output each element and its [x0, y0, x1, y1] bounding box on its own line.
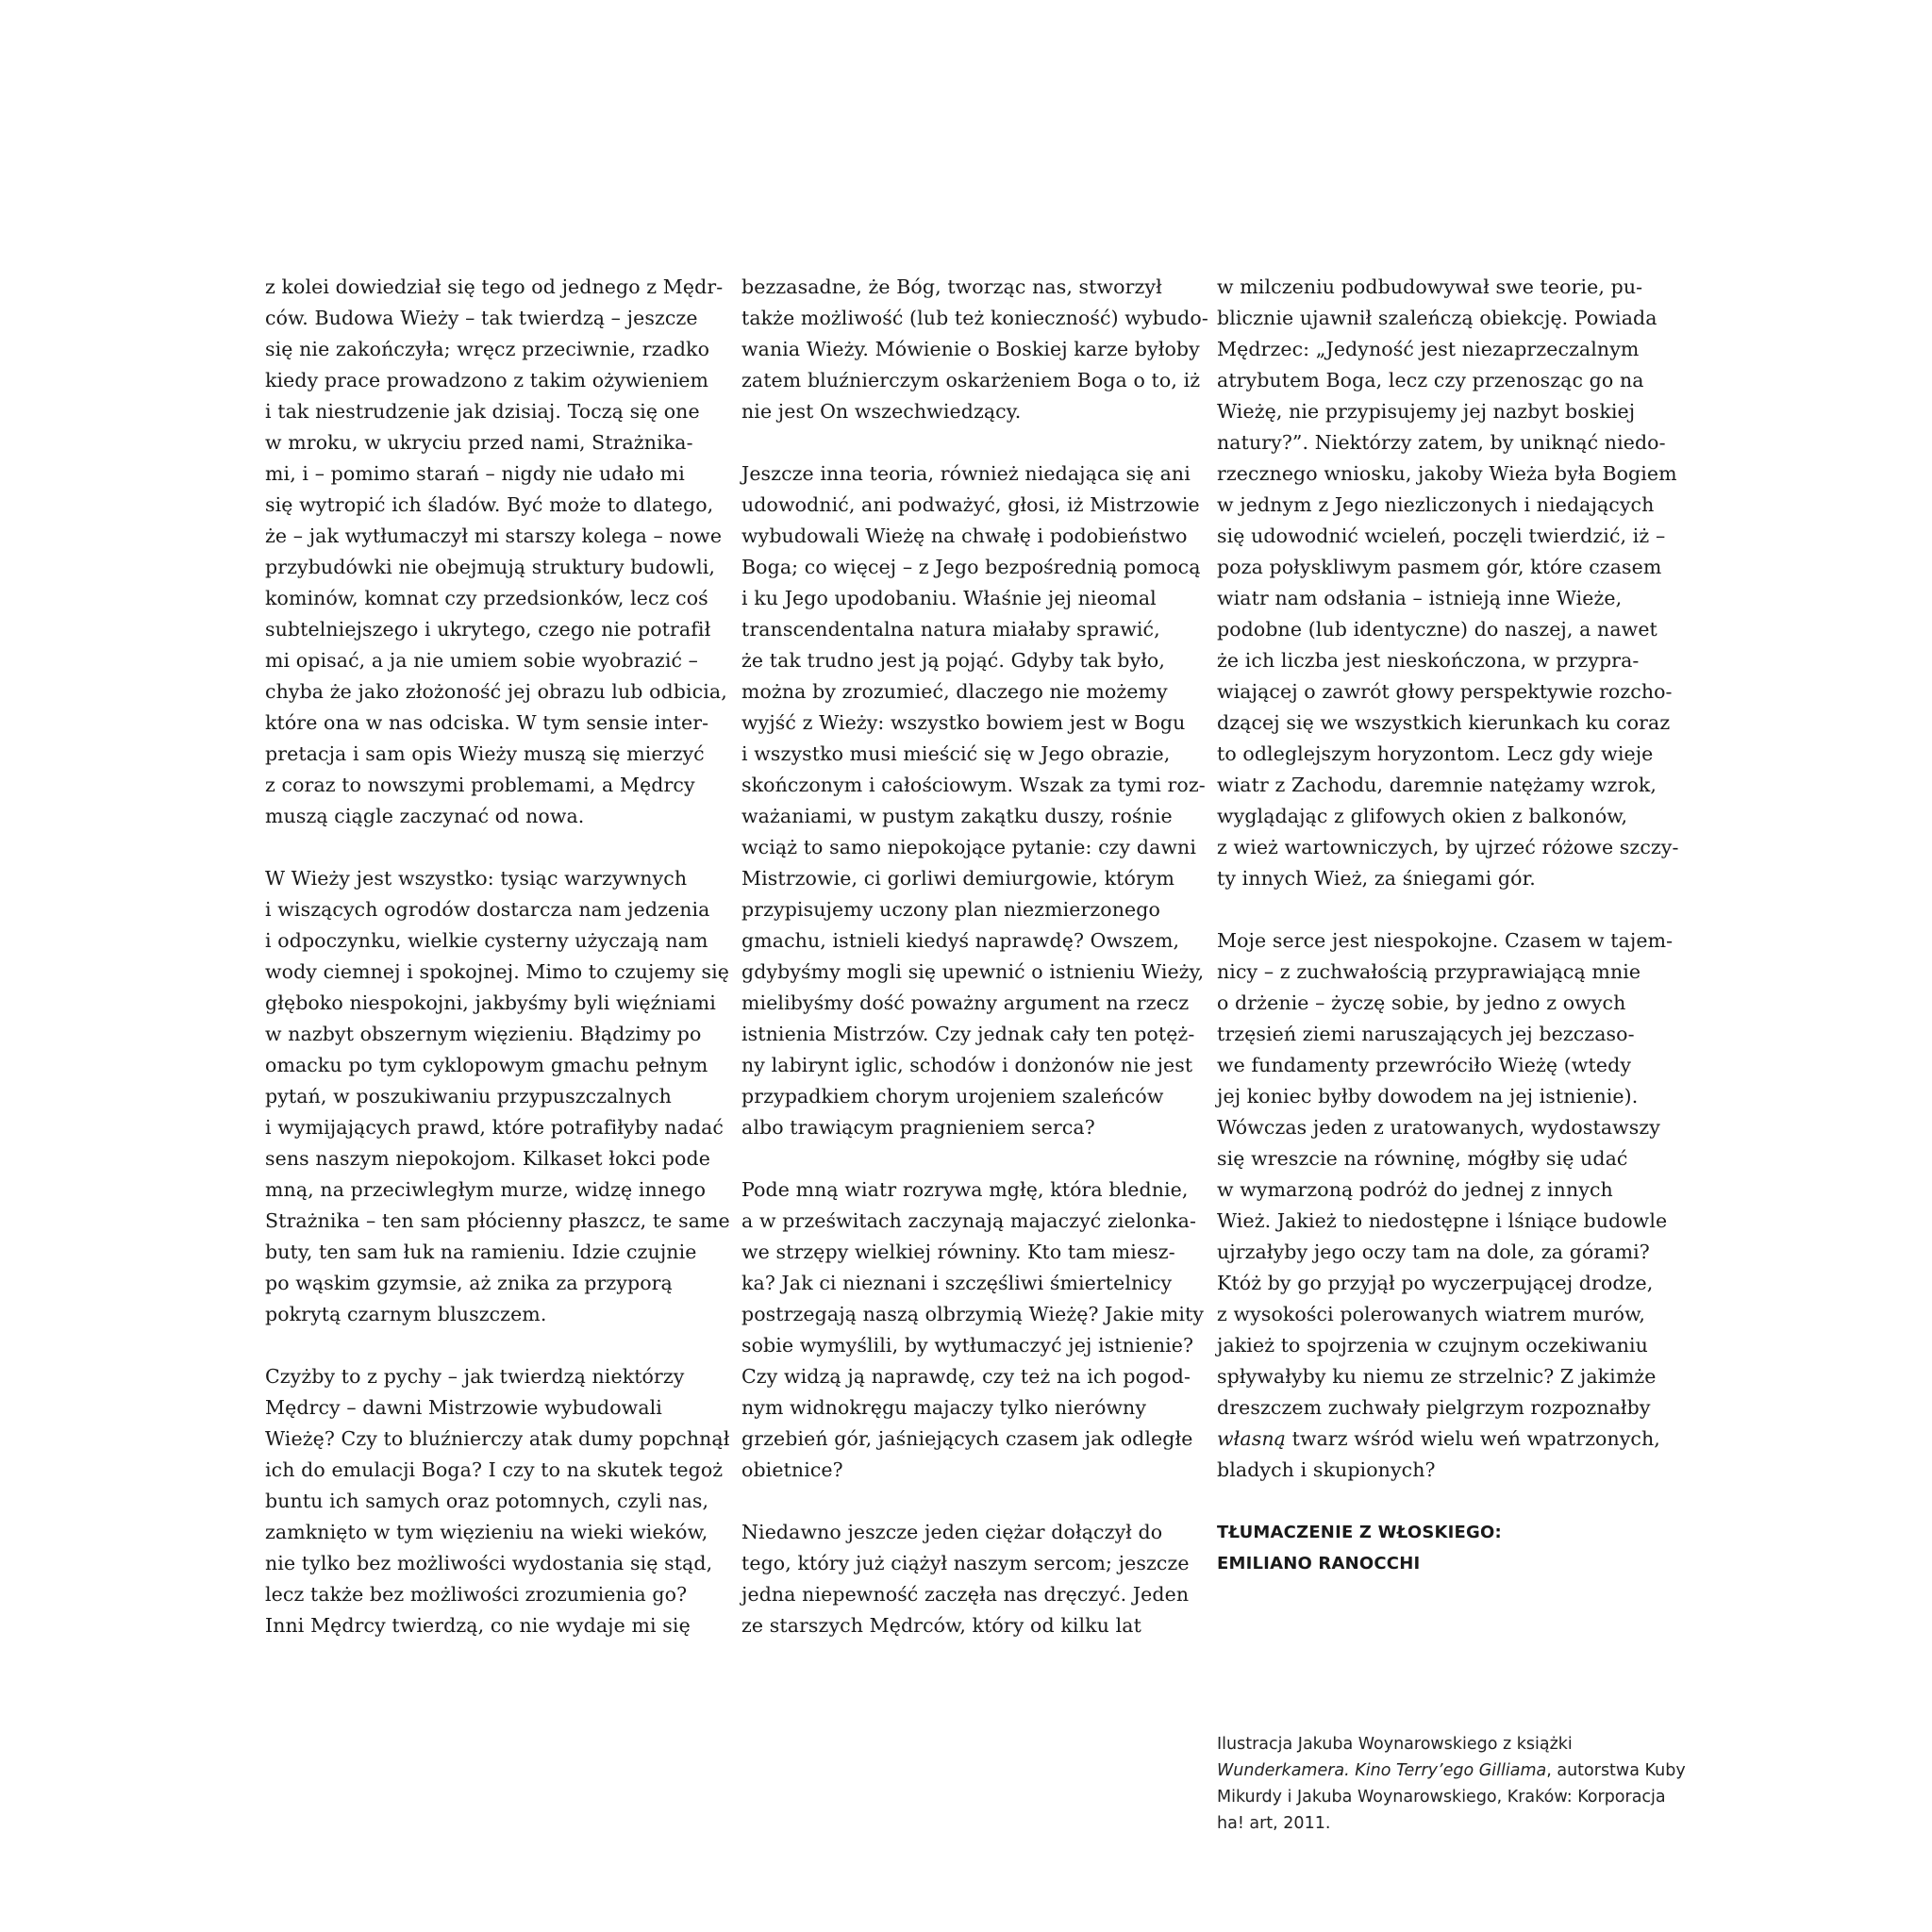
text-line: udowodnić, ani podważyć, głosi, iż Mistrzowie [741, 493, 1200, 516]
text-line: gmachu, istnieli kiedyś naprawdę? Owszem, [741, 929, 1180, 952]
text-line: i odpoczynku, wielkie cysterny użyczają nam [265, 929, 708, 952]
text-line: że tak trudno jest ją pojąć. Gdyby tak było, [741, 649, 1165, 672]
text-line: i ku Jego upodobaniu. Właśnie jej nieomal [741, 587, 1157, 609]
text-line: się udowodnić wcieleń, poczęli twierdzić, iż – [1217, 525, 1666, 547]
text-line: się wytropić ich śladów. Być może to dlatego, [265, 493, 714, 516]
paragraph-gap [1217, 894, 1666, 925]
text-line-italic-mixed [1217, 1424, 1666, 1455]
text-line: pokrytą czarnym bluszczem. [265, 1303, 547, 1325]
text-line: że ich liczba jest nieskończona, w przypra- [1217, 649, 1640, 672]
text-line: obietnice? [741, 1458, 843, 1481]
paragraph-gap [265, 1330, 714, 1361]
caption-line [1217, 1757, 1689, 1784]
text-line: albo trawiącym pragnieniem serca? [741, 1116, 1095, 1139]
text-line: wiatr nam odsłania – istnieją inne Wieże, [1217, 587, 1623, 609]
text-line: Czyżby to z pychy – jak twierdzą niektórzy [265, 1365, 685, 1388]
caption-fragment: , autorstwa Kuby [1546, 1761, 1686, 1780]
text-line: i wszystko musi mieścić się w Jego obrazie, [741, 742, 1171, 765]
text-line: Któż by go przyjął po wyczerpującej drodze, [1217, 1272, 1654, 1294]
text-line: które ona w nas odciska. W tym sensie inter- [265, 711, 709, 734]
text-line: w milczeniu podbudowywał swe teorie, pu- [1217, 275, 1643, 298]
text-line: ny labirynt iglic, schodów i donżonów nie jest [741, 1054, 1193, 1076]
text-line: wody ciemnej i spokojnej. Mimo to czujemy się [265, 960, 729, 983]
text-line: ze starszych Mędrców, który od kilku lat [741, 1614, 1141, 1637]
text-line: muszą ciągle zaczynać od nowa. [265, 805, 585, 827]
text-line: grzebień gór, jaśniejących czasem jak odległe [741, 1427, 1193, 1450]
caption-line: Mikurdy i Jakuba Woynarowskiego, Kraków: Korporacja [1217, 1788, 1666, 1807]
text-line: bladych i skupionych? [1217, 1458, 1436, 1481]
text-line: się wreszcie na równinę, mógłby się udać [1217, 1147, 1628, 1170]
text-line: jakież to spojrzenia w czujnym oczekiwaniu [1217, 1334, 1648, 1357]
text-line: W Wieży jest wszystko: tysiąc warzywnych [265, 867, 688, 890]
text-line: pytań, w poszukiwaniu przypuszczalnych [265, 1085, 672, 1108]
text-line: nym widnokręgu majaczy tylko nierówny [741, 1396, 1147, 1419]
text-line: Boga; co więcej – z Jego bezpośrednią pomocą [741, 556, 1201, 578]
translator-credit-name: EMILIANO RANOCCHI [1217, 1554, 1421, 1574]
paragraph-gap [265, 832, 714, 863]
text-line: Strażnika – ten sam płócienny płaszcz, te same [265, 1209, 730, 1232]
text-line: to odleglejszym horyzontom. Lecz gdy wieje [1217, 742, 1654, 765]
text-line: i tak niestrudzenie jak dzisiaj. Toczą się one [265, 400, 700, 423]
text-line: sobie wymyślili, by wytłumaczyć jej istnienie? [741, 1334, 1194, 1357]
text-line: ców. Budowa Wieży – tak twierdzą – jeszcze [265, 307, 698, 329]
text-line: kiedy prace prowadzono z takim ożywieniem [265, 369, 709, 391]
paragraph-gap [741, 1143, 1191, 1174]
text-line: ważaniami, w pustym zakątku duszy, rośnie [741, 805, 1173, 827]
text-line: z coraz to nowszymi problemami, a Mędrcy [265, 774, 695, 796]
paragraph-gap [741, 427, 1191, 458]
text-line: z wież wartowniczych, by ujrzeć różowe szczy- [1217, 836, 1679, 858]
text-line: gdybyśmy mogli się upewnić o istnieniu Wieży, [741, 960, 1205, 983]
text-line: i wymijających prawd, które potrafiłyby nadać [265, 1116, 724, 1139]
text-line: zamknięto w tym więzieniu na wieki wieków, [265, 1521, 708, 1543]
text-line: poza połyskliwym pasmem gór, które czasem [1217, 556, 1662, 578]
text-line: rzecznego wniosku, jakoby Wieża była Bogiem [1217, 462, 1677, 485]
text-line: Inni Mędrcy twierdzą, co nie wydaje mi się [265, 1614, 691, 1637]
caption-line: Ilustracja Jakuba Woynarowskiego z książki [1217, 1735, 1573, 1754]
text-column-right [1217, 272, 1679, 1579]
text-line: omacku po tym cyklopowym gmachu pełnym [265, 1054, 708, 1076]
text-line: Wówczas jeden z uratowanych, wydostawszy [1217, 1116, 1660, 1139]
text-line: natury?”. Niektórzy zatem, by uniknąć niedo- [1217, 431, 1666, 454]
text-line: Moje serce jest niespokojne. Czasem w tajem- [1217, 929, 1674, 952]
text-line: w jednym z Jego niezliczonych i niedających [1217, 493, 1655, 516]
text-line: nie jest On wszechwiedzący. [741, 400, 1022, 423]
text-line: Jeszcze inna teoria, również niedająca się ani [741, 462, 1191, 485]
text-line: mi, i – pomimo starań – nigdy nie udało mi [265, 462, 685, 485]
text-line: można by zrozumieć, dlaczego nie możemy [741, 680, 1168, 703]
text-line: chyba że jako złożoność jej obrazu lub odbicia, [265, 680, 727, 703]
text-line: Mistrzowie, ci gorliwi demiurgowie, którym [741, 867, 1175, 890]
illustration-caption [1217, 1731, 1689, 1837]
text-line: dreszczem zuchwały pielgrzym rozpoznałby [1217, 1396, 1651, 1419]
text-line: Mędrzec: „Jedyność jest niezaprzeczalnym [1217, 338, 1640, 360]
text-line: przypadkiem chorym urojeniem szaleńców [741, 1085, 1164, 1108]
text-column-right-body [1217, 272, 1679, 1424]
text-line: i wiszących ogrodów dostarcza nam jedzenia [265, 898, 710, 921]
text-line: w nazbyt obszernym więzieniu. Błądzimy po [265, 1023, 702, 1045]
text-line: wiatr z Zachodu, daremnie natężamy wzrok, [1217, 774, 1657, 796]
caption-line: ha! art, 2011. [1217, 1814, 1331, 1833]
text-line: blicznie ujawnił szaleńczą obiekcję. Powiada [1217, 307, 1657, 329]
text-line: dzącej się we wszystkich kierunkach ku coraz [1217, 711, 1671, 734]
text-line: wybudowali Wieżę na chwałę i podobieństwo [741, 525, 1188, 547]
text-line: a w prześwitach zaczynają majaczyć zielonka- [741, 1209, 1197, 1232]
text-line: głęboko niespokojni, jakbyśmy byli więźniami [265, 991, 716, 1014]
text-line: mielibyśmy dość poważny argument na rzecz [741, 991, 1190, 1014]
text-line: przypisujemy uczony plan niezmierzonego [741, 898, 1160, 921]
text-line: we strzępy wielkiej równiny. Kto tam miesz- [741, 1241, 1175, 1263]
text-line: z kolei dowiedział się tego od jednego z Mędr- [265, 275, 724, 298]
text-line: mną, na przeciwległym murze, widzę innego [265, 1178, 707, 1201]
text-line: skończonym i całościowym. Wszak za tymi roz- [741, 774, 1206, 796]
text-line: tego, który już ciążył naszym sercom; jeszcze [741, 1552, 1190, 1574]
text-line: buty, ten sam łuk na ramieniu. Idzie czujnie [265, 1241, 697, 1263]
text-line: z wysokości polerowanych wiatrem murów, [1217, 1303, 1645, 1325]
text-line: się nie zakończyła; wręcz przeciwnie, rzadko [265, 338, 710, 360]
text-fragment: twarz wśród wielu weń wpatrzonych, [1285, 1427, 1660, 1450]
paragraph-gap [741, 1486, 1191, 1517]
text-line: Wieżę? Czy to bluźnierczy atak dumy popchnął [265, 1427, 730, 1450]
text-line: w mroku, w ukryciu przed nami, Strażnika- [265, 431, 693, 454]
text-line: podobne (lub identyczne) do naszej, a nawet [1217, 618, 1657, 641]
text-line: zatem bluźnierczym oskarżeniem Boga o to, iż [741, 369, 1201, 391]
text-line: wyjść z Wieży: wszystko bowiem jest w Bogu [741, 711, 1186, 734]
text-line: bezzasadne, że Bóg, tworząc nas, stworzył [741, 275, 1162, 298]
text-line: Pode mną wiatr rozrywa mgłę, która blednie, [741, 1178, 1189, 1201]
text-line: że – jak wytłumaczył mi starszy kolega – nowe [265, 525, 723, 547]
text-line: wania Wieży. Mówienie o Boskiej karze byłoby [741, 338, 1200, 360]
caption-book-title: Wunderkamera. Kino Terry’ego Gilliama [1217, 1761, 1547, 1780]
text-column-left [265, 272, 730, 1641]
text-line: pretacja i sam opis Wieży muszą się mierzyć [265, 742, 705, 765]
text-line: sens naszym niepokojom. Kilkaset łokci pode [265, 1147, 710, 1170]
text-line: w wymarzoną podróż do jednej z innych [1217, 1178, 1613, 1201]
text-line: trzęsień ziemi naruszających jej bezczaso- [1217, 1023, 1635, 1045]
text-line: spływałyby ku niemu ze strzelnic? Z jakimże [1217, 1365, 1657, 1388]
paragraph-gap [1217, 1486, 1666, 1517]
text-line: buntu ich samych oraz potomnych, czyli nas, [265, 1490, 709, 1512]
text-line: nicy – z zuchwałością przyprawiającą mnie [1217, 960, 1641, 983]
text-line: wyglądając z glifowych okien z balkonów, [1217, 805, 1628, 827]
text-line: Czy widzą ją naprawdę, czy też na ich pogod- [741, 1365, 1191, 1388]
text-line: ka? Jak ci nieznani i szczęśliwi śmiertelnicy [741, 1272, 1173, 1294]
text-line: ich do emulacji Boga? I czy to na skutek tegoż [265, 1458, 724, 1481]
text-line: kominów, komnat czy przedsionków, lecz coś [265, 587, 708, 609]
text-line: transcendentalna natura miałaby sprawić, [741, 618, 1160, 641]
emphasized-word: własną [1217, 1427, 1286, 1450]
text-line: subtelniejszego i ukrytego, czego nie potrafił [265, 618, 711, 641]
text-line: istnienia Mistrzów. Czy jednak cały ten potęż- [741, 1023, 1195, 1045]
text-line: Wieżę, nie przypisujemy jej nazbyt boskiej [1217, 400, 1636, 423]
text-line: także możliwość (lub też konieczność) wybudo- [741, 307, 1208, 329]
text-line: przybudówki nie obejmują struktury budowli, [265, 556, 716, 578]
text-line: wiającej o zawrót głowy perspektywie rozcho- [1217, 680, 1673, 703]
text-line: Wież. Jakież to niedostępne i lśniące budowle [1217, 1209, 1668, 1232]
text-column-middle [741, 272, 1208, 1641]
translator-credit-label: TŁUMACZENIE Z WŁOSKIEGO: [1217, 1523, 1502, 1542]
text-line: mi opisać, a ja nie umiem sobie wyobrazić – [265, 649, 699, 672]
text-line: Niedawno jeszcze jeden ciężar dołączył do [741, 1521, 1163, 1543]
text-line: wciąż to samo niepokojące pytanie: czy dawni [741, 836, 1196, 858]
text-line: we fundamenty przewróciło Wieżę (wtedy [1217, 1054, 1631, 1076]
text-line: o drżenie – życzę sobie, by jedno z owych [1217, 991, 1626, 1014]
text-line: ty innych Wież, za śniegami gór. [1217, 867, 1536, 890]
text-line: ujrzałyby jego oczy tam na dole, za górami? [1217, 1241, 1650, 1263]
text-line: po wąskim gzymsie, aż znika za przyporą [265, 1272, 673, 1294]
text-line: Mędrcy – dawni Mistrzowie wybudowali [265, 1396, 662, 1419]
text-line: jedna niepewność zaczęła nas dręczyć. Jeden [741, 1583, 1190, 1606]
text-line: nie tylko bez możliwości wydostania się stąd, [265, 1552, 713, 1574]
text-line: jej koniec byłby dowodem na jej istnienie). [1217, 1085, 1639, 1108]
text-line: postrzegają naszą olbrzymią Wieżę? Jakie mity [741, 1303, 1205, 1325]
text-line: atrybutem Boga, lecz czy przenosząc go na [1217, 369, 1644, 391]
text-line: lecz także bez możliwości zrozumienia go? [265, 1583, 688, 1606]
